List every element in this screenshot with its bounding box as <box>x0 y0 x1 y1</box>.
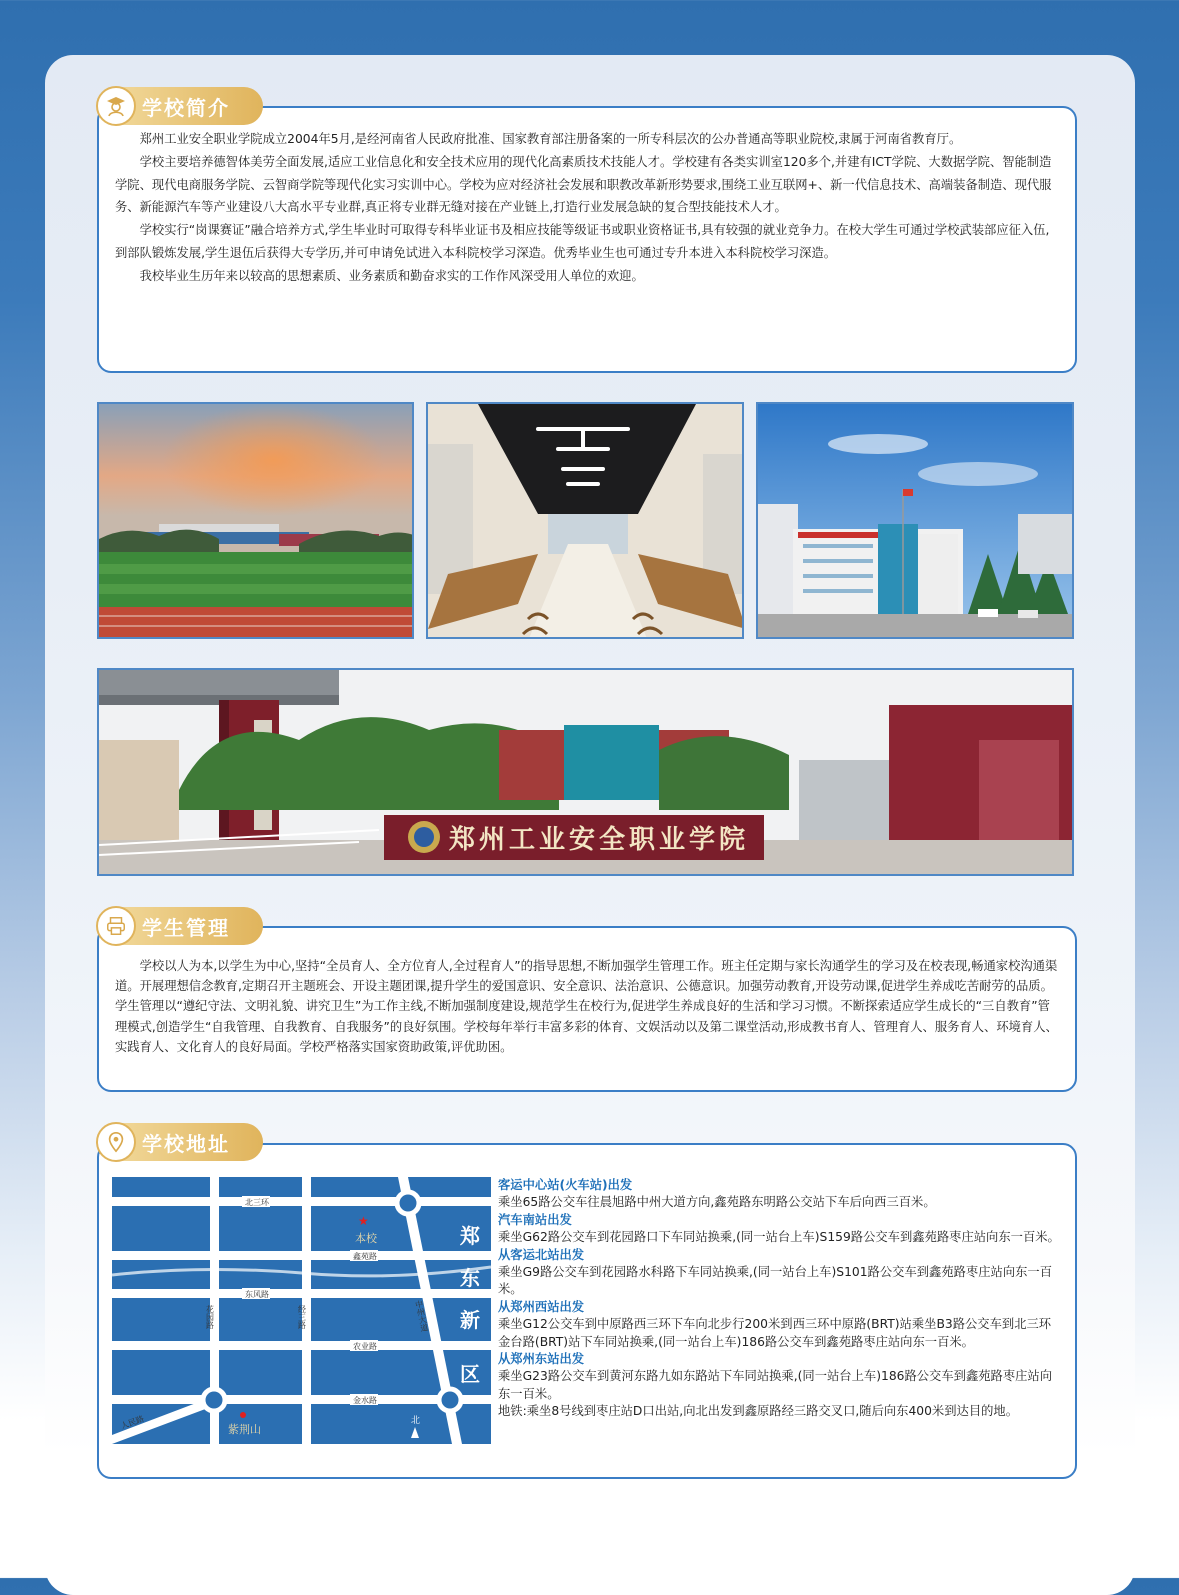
route-list <box>498 1177 1063 1421</box>
intro-title: 学校简介 <box>142 95 230 120</box>
address-title: 学校地址 <box>142 1131 230 1156</box>
management-paragraph: 学校以人为本,以学生为中心,坚持“全员育人、全方位育人,全过程育人”的指导思想,不断加强学生管理工作。班主任定期与家长沟通学生的学习及在校表现,畅通家校沟通渠道。开展理想信念教育,定期召开主题班会、开设主题团课,提升学生的爱国意识、安全意识、法治意识、公德意识。加强劳动教育,开设劳动课,促进学生养成吃苦耐劳的品质。学生管理以“遵纪守法、文明礼貌、讲究卫生”为工作主线,不断加强制度建设,规范学生在校行为,促进学生养成良好的生活和学习习惯。不断探索适应学生成长的“三自教育”管理模式,创造学生“自我管理、自我教育、自我服务”的良好氛围。学校每年举行丰富多彩的体育、文娱活动以及第二课堂活动,形成教书育人、管理育人、服务育人、环境育人、实践育人、文化育人的良好局面。学校严格落实国家资助政策,评优助困。 <box>115 959 1058 1054</box>
road-label-dongfeng: 东风路 <box>245 1290 269 1299</box>
route-head-4: 从郑州西站出发 <box>498 1299 585 1314</box>
management-text <box>115 956 1059 1057</box>
printer-icon <box>96 906 136 946</box>
route-body-4: 乘坐G12公交车到中原路西三环下车向北步行200米到西三环中原路(BRT)站乘坐B3路公交车到北三环金台路(BRT)站下车同站换乘,(同一站台上车)186路公交车到鑫苑路枣庄站向东一百米。 <box>498 1317 1052 1349</box>
management-title: 学生管理 <box>142 915 230 940</box>
gate-sign-text: 郑州工业安全职业学院 <box>449 825 750 855</box>
campus-gate-photo <box>97 668 1074 876</box>
building-photo <box>756 402 1074 639</box>
location-pin-icon <box>96 1122 136 1162</box>
intro-section-title <box>98 87 263 125</box>
route-head-1: 客运中心站(火车站)出发 <box>498 1178 633 1192</box>
intro-box <box>97 106 1077 373</box>
location-map <box>112 1177 491 1444</box>
metro-route: 地铁:乘坐8号线到枣庄站D口出站,向北出发到鑫原路经三路交叉口,随后向东400米到达目的地。 <box>498 1404 1019 1419</box>
intro-paragraph-1: 郑州工业安全职业学院成立2004年5月,是经河南省人民政府批准、国家教育部注册备案的一所专科层次的公办普通高等职业院校,隶属于河南省教育厅。 <box>139 132 962 146</box>
intro-paragraph-2: 学校主要培养德智体美劳全面发展,适应工业信息化和安全技术应用的现代化高素质技术技能人才。学校建有各类实训室120多个,并建有ICT学院、大数据学院、智能制造学院、现代电商服务学院、云智商学院等现代化实习实训中心。学校为应对经济社会发展和职教改革新形势要求,围绕工业互联网+、新一代信息技术、高端装备制造、现代服务、新能源汽车等产业建设八大高水平专业群,真正将专业群无缝对接在产业链上,打造行业发展急缺的复合型技能技术人才。 <box>115 154 1052 215</box>
management-box <box>97 926 1077 1092</box>
school-label: 本校 <box>355 1232 377 1245</box>
graduate-icon <box>96 86 136 126</box>
landmark-label: 紫荆山 <box>228 1423 261 1436</box>
school-star-icon: ★ <box>358 1214 369 1228</box>
north-label: 北 <box>411 1416 421 1426</box>
intro-paragraph-3: 学校实行“岗课赛证”融合培养方式,学生毕业时可取得专科毕业证书及相应技能等级证书或职业资格证书,具有较强的就业竞争力。在校大学生可通过学校武装部应征入伍,到部队锻炼发展,学生退伍后获得大专学历,并可申请免试进入本科院校学习深造。优秀毕业生也可通过专升本进入本科院校学习深造。 <box>115 223 1050 260</box>
road-label-xinyuan: 鑫苑路 <box>353 1252 377 1261</box>
road-label-nongye: 农业路 <box>353 1342 377 1351</box>
canteen-photo <box>426 402 744 639</box>
route-body-5: 乘坐G23路公交车到黄河东路九如东路站下车同站换乘,(同一站台上车)186路公交车到鑫苑路枣庄站向东一百米。 <box>498 1369 1053 1401</box>
road-label-beisanhuan: 北三环 <box>245 1198 269 1207</box>
route-head-2: 汽车南站出发 <box>498 1212 572 1227</box>
landmark-dot <box>240 1412 246 1418</box>
address-section-title <box>98 1123 263 1161</box>
district-char-3: 新 <box>460 1308 480 1332</box>
district-char-2: 东 <box>460 1266 480 1290</box>
route-body-1: 乘坐65路公交车往晨旭路中州大道方向,鑫苑路东明路公交站下车后向西三百米。 <box>498 1195 936 1210</box>
district-char-4: 区 <box>460 1362 480 1386</box>
intro-text <box>115 128 1059 288</box>
district-char-1: 郑 <box>460 1224 480 1248</box>
road-label-jinshui: 金水路 <box>353 1396 377 1405</box>
road-label-zhongzhou: 中州大道 <box>413 1299 430 1333</box>
stadium-photo <box>97 402 414 639</box>
management-section-title <box>98 907 263 945</box>
road-label-renmin: 人民路 <box>119 1414 146 1431</box>
road-label-huayuan: 花园路 <box>205 1305 215 1329</box>
route-body-2: 乘坐G62路公交车到花园路口下车同站换乘,(同一站台上车)S159路公交车到鑫苑路枣庄站向东一百米。 <box>498 1230 1060 1245</box>
road-label-jingsan: 经三路 <box>297 1305 307 1329</box>
route-body-3: 乘坐G9路公交车到花园路水科路下车同站换乘,(同一站台上车)S101路公交车到鑫苑路枣庄站向东一百米。 <box>498 1265 1053 1297</box>
route-head-5: 从郑州东站出发 <box>498 1352 585 1367</box>
route-head-3: 从客运北站出发 <box>498 1247 585 1262</box>
intro-paragraph-4: 我校毕业生历年来以较高的思想素质、业务素质和勤奋求实的工作作风深受用人单位的欢迎。 <box>139 268 644 283</box>
